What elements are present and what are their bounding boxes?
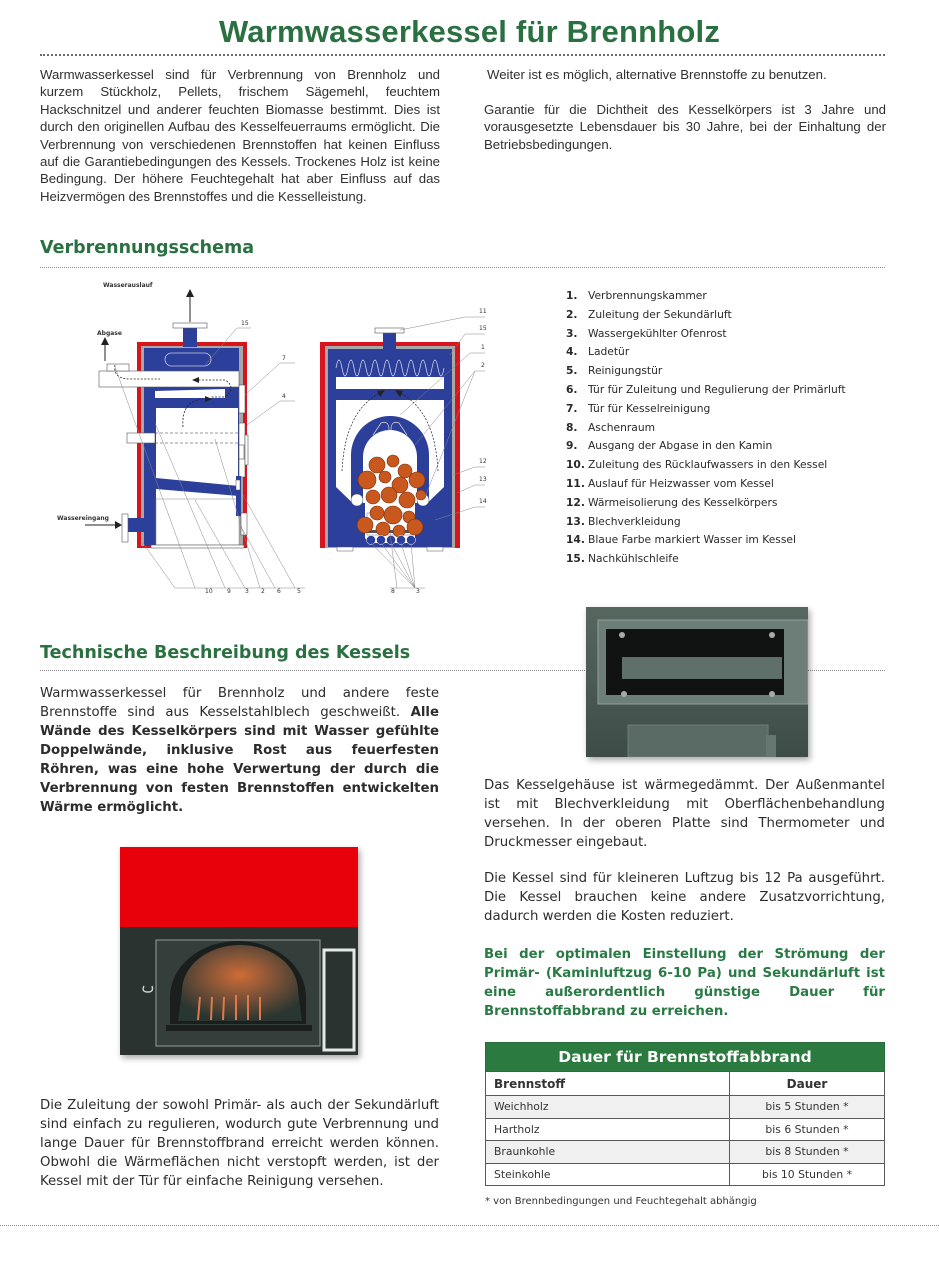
tech-paragraph-highlight: Bei der optimalen Einstellung der Strömung der Primär- (Kaminluftzug 6-10 Pa) und Sekundärluft ist eine außerordentlich günstige Dauer für Brennstoffabbrand zu erreichen. bbox=[484, 947, 885, 1019]
svg-text:3: 3 bbox=[416, 588, 420, 595]
svg-text:8: 8 bbox=[391, 588, 395, 595]
column-header-fuel: Brennstoff bbox=[486, 1072, 730, 1096]
tech-paragraph-4: Die Kessel sind für kleineren Luftzug bis 12 Pa ausgeführt. Die Kessel brauchen keine andere Zusatzvorrichtung, dadurch werden die Kosten reduziert. bbox=[484, 871, 885, 924]
bottom-divider bbox=[0, 1225, 939, 1226]
cell-duration: bis 8 Stunden * bbox=[730, 1141, 885, 1164]
svg-text:4: 4 bbox=[282, 393, 286, 400]
legend-item: 15. Nachkühlschleife bbox=[566, 552, 679, 566]
side-view-diagram bbox=[57, 282, 305, 595]
table-caption: Dauer für Brennstoffabbrand bbox=[486, 1043, 885, 1072]
intro-right-paragraph-1: Weiter ist es möglich, alternative Brennstoffe zu benutzen. bbox=[487, 67, 827, 82]
legend-item: 10. Zuleitung des Rücklaufwassers in den Kessel bbox=[566, 458, 828, 472]
front-view-diagram bbox=[320, 308, 487, 595]
svg-text:6: 6 bbox=[277, 588, 281, 595]
column-header-duration: Dauer bbox=[730, 1072, 885, 1096]
cell-fuel: Weichholz bbox=[486, 1096, 730, 1119]
svg-text:15: 15 bbox=[241, 320, 249, 327]
legend-item: 2. Zuleitung der Sekundärluft bbox=[566, 307, 732, 321]
legend-item: 6. Tür für Zuleitung und Regulierung der Primärluft bbox=[566, 382, 846, 396]
svg-text:7: 7 bbox=[282, 355, 286, 362]
svg-text:15: 15 bbox=[479, 325, 487, 332]
legend-item: 7. Tür für Kesselreinigung bbox=[566, 401, 711, 415]
svg-text:3: 3 bbox=[245, 588, 249, 595]
combustion-schema-diagram bbox=[55, 275, 495, 600]
cell-duration: bis 6 Stunden * bbox=[730, 1118, 885, 1141]
schema-divider bbox=[40, 267, 885, 268]
tech-paragraph-3: Das Kesselgehäuse ist wärmegedämmt. Der Außenmantel ist mit Blechverkleidung mit Oberflächenbehandlung versehen. In der oberen Platte sind Thermometer und Druckmesser eingebaut. bbox=[484, 778, 885, 850]
legend-item: 8. Aschenraum bbox=[566, 420, 656, 434]
legend-item: 13. Blechverkleidung bbox=[566, 514, 681, 528]
svg-text:9: 9 bbox=[227, 588, 231, 595]
svg-text:5: 5 bbox=[297, 588, 301, 595]
tech-paragraph-2: Die Zuleitung der sowohl Primär- als auch der Sekundärluft sind einfach zu regulieren, wodurch gute Verbrennung und lange Dauer für Brennstoffbrand erreicht werden können. Obwohl die Wärmeflächen nicht verstopft werden, ist der Kessel mit der Tür für einfache Reinigung versehen. bbox=[40, 1098, 439, 1189]
table-row bbox=[486, 1096, 885, 1119]
cell-fuel: Steinkohle bbox=[486, 1163, 730, 1186]
legend-item: 11. Auslauf für Heizwasser vom Kessel bbox=[566, 476, 774, 490]
schema-legend-list bbox=[566, 287, 846, 569]
intro-right-paragraph-2: Garantie für die Dichtheit des Kesselkörpers ist 3 Jahre und vorausgesetzte Lebensdauer bis 30 Jahre, bei der Einhaltung der Betriebsbedingungen. bbox=[484, 102, 886, 152]
svg-text:12: 12 bbox=[479, 458, 487, 465]
svg-text:2: 2 bbox=[481, 362, 485, 369]
legend-item: 5. Reinigungstür bbox=[566, 364, 663, 378]
page-title: Warmwasserkessel für Brennholz bbox=[218, 14, 721, 49]
schema-heading: Verbrennungsschema bbox=[40, 238, 255, 258]
legend-item: 3. Wassergekühlter Ofenrost bbox=[566, 326, 727, 340]
tech-heading: Technische Beschreibung des Kessels bbox=[40, 643, 411, 663]
table-header-row bbox=[486, 1072, 885, 1096]
svg-text:10: 10 bbox=[205, 588, 213, 595]
cell-fuel: Hartholz bbox=[486, 1118, 730, 1141]
intro-left-paragraph: Warmwasserkessel sind für Verbrennung von Brennholz und kurzem Stückholz, Pellets, frischem Sägemehl, feuchtem Hackschnitzel und anderer feuchten Biomasse bestimmt. Dies ist durch den originellen Aufbau des Kesselfeuerraums ermöglicht. Die Verbrennung von verschiedenen Brennstoffen hat keinen Einfluss auf die Garantiebedingungen des Kessels. Trockenes Holz ist keine Bedingung. Der höhere Feuchtegehalt hat aber Einfluss auf das Heizvermögen des Brennstoffes und die Kesselleistung. bbox=[40, 67, 440, 204]
photo-cleaning-door bbox=[586, 607, 808, 757]
svg-text:13: 13 bbox=[479, 476, 487, 483]
table-footnote: * von Brennbedingungen und Feuchtegehalt abhängig bbox=[485, 1196, 757, 1207]
table-row bbox=[486, 1141, 885, 1164]
cell-fuel: Braunkohle bbox=[486, 1141, 730, 1164]
photo-loading-door-with-flame bbox=[120, 847, 358, 1055]
cell-duration: bis 10 Stunden * bbox=[730, 1163, 885, 1186]
legend-item: 9. Ausgang der Abgase in den Kamin bbox=[566, 439, 773, 453]
svg-text:11: 11 bbox=[479, 308, 487, 315]
water-out-label: Wasserauslauf bbox=[103, 282, 153, 289]
title-divider bbox=[40, 54, 885, 56]
legend-item: 4. Ladetür bbox=[566, 345, 630, 359]
exhaust-label: Abgase bbox=[97, 330, 122, 337]
burn-duration-table bbox=[485, 1042, 885, 1186]
water-in-label: Wassereingang bbox=[57, 515, 109, 522]
legend-item: 14. Blaue Farbe markiert Wasser im Kessel bbox=[566, 533, 796, 547]
tech-paragraph-1: Warmwasserkessel für Brennholz und andere feste Brennstoffe sind aus Kesselstahlblech geschweißt. Alle Wände des Kesselkörpers sind mit Wasser gefühlte Doppelwände, inklusive Rost aus feuerfesten Röhren, was eine hohe Verwertung der durch die Verbrennung von festen Brennstoffen entwickelten Wärme ermöglicht. bbox=[40, 686, 439, 815]
table-row bbox=[486, 1163, 885, 1186]
svg-text:14: 14 bbox=[479, 498, 487, 505]
svg-text:1: 1 bbox=[481, 344, 485, 351]
svg-text:2: 2 bbox=[261, 588, 265, 595]
legend-item: 1. Verbrennungskammer bbox=[566, 289, 707, 302]
table-row bbox=[486, 1118, 885, 1141]
cell-duration: bis 5 Stunden * bbox=[730, 1096, 885, 1119]
legend-item: 12. Wärmeisolierung des Kesselkörpers bbox=[566, 495, 778, 509]
